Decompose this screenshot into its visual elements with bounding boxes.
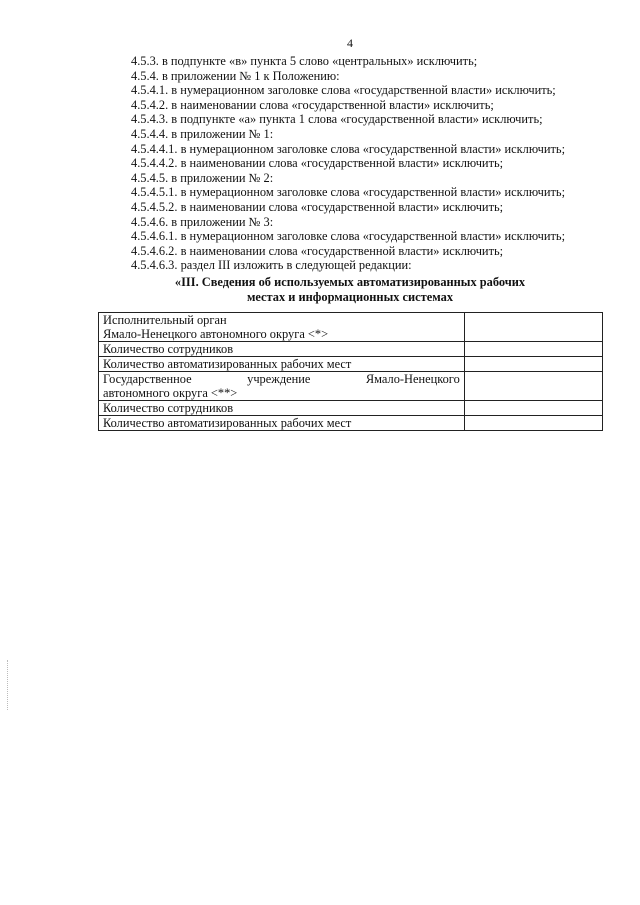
table-cell-value [464,372,602,401]
table-row [99,313,603,342]
table-row [99,401,603,416]
paragraph-4-5-4-6-1: 4.5.4.6.1. в нумерационном заголовке слова «государственной власти» исключить; [131,229,566,244]
paragraph-4-5-4-4-1: 4.5.4.4.1. в нумерационном заголовке слова «государственной власти» исключить; [131,141,566,156]
cell-text: Ямало-Ненецкого автономного округа <*> [103,327,329,342]
cell-text: автономного округа <**> [103,386,238,401]
table-cell-label [99,313,465,342]
info-table [98,312,603,431]
page-number: 4 [347,36,353,50]
table-cell-value [464,342,602,357]
paragraph-4-5-3: 4.5.3. в подпункте «в» пункта 5 слово «центральных» исключить; [131,54,478,68]
cell-text: Исполнительный орган [103,313,227,328]
paragraph-4-5-4-3: 4.5.4.3. в подпункте «а» пункта 1 слова «государственной власти» исключить; [131,112,543,127]
paragraph-4-5-4-4-2: 4.5.4.4.2. в наименовании слова «государственной власти» исключить; [131,156,504,171]
paragraph-4-5-4-6-3: 4.5.4.6.3. раздел III изложить в следующей редакции: [131,258,412,273]
table-row [99,416,603,431]
table-cell-label [99,372,465,401]
table-row [99,357,603,372]
table-cell-value [464,313,602,342]
paragraph-4-5-4-2: 4.5.4.2. в наименовании слова «государственной власти» исключить; [131,97,494,112]
table-cell-label: Количество автоматизированных рабочих мест [99,357,465,372]
paragraph-4-5-4-5-1: 4.5.4.5.1. в нумерационном заголовке слова «государственной власти» исключить; [131,185,566,200]
table-cell-value [464,357,602,372]
table-cell-label: Количество автоматизированных рабочих мест [99,416,465,431]
paragraph-4-5-4-5-2: 4.5.4.5.2. в наименовании слова «государственной власти» исключить; [131,199,504,214]
table-cell-value [464,401,602,416]
cell-text: Государственное учреждение Ямало-Ненецкого [103,372,460,387]
table-cell-label: Количество сотрудников [99,342,465,357]
section-heading-line-2: местах и информационных системах [246,289,454,304]
paragraph-4-5-4-1: 4.5.4.1. в нумерационном заголовке слова «государственной власти» исключить; [131,83,556,98]
paragraph-4-5-4-5: 4.5.4.5. в приложении № 2: [131,170,274,185]
table-row [99,342,603,357]
table-cell-label: Количество сотрудников [99,401,465,416]
section-heading [98,275,602,304]
section-heading-line-1: «III. Сведения об используемых автоматизированных рабочих [174,274,526,289]
scan-margin-mark [7,660,9,710]
paragraph-4-5-4-6: 4.5.4.6. в приложении № 3: [131,214,274,229]
table-row [99,372,603,401]
table-cell-value [464,416,602,431]
paragraph-4-5-4-4: 4.5.4.4. в приложении № 1: [131,126,274,141]
paragraph-4-5-4: 4.5.4. в приложении № 1 к Положению: [131,68,340,83]
paragraph-4-5-4-6-2: 4.5.4.6.2. в наименовании слова «государственной власти» исключить; [131,243,504,258]
document-body [98,54,602,431]
